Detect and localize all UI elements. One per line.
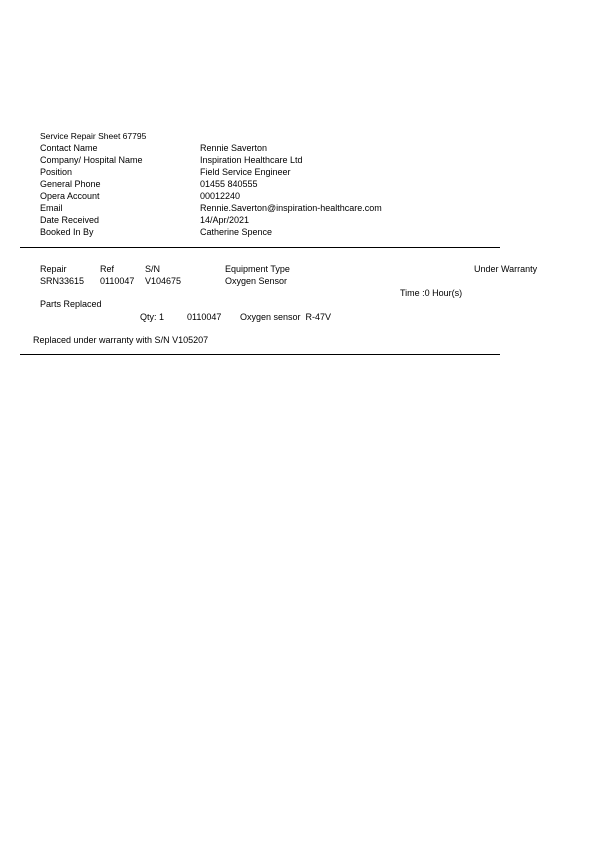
field-value-booked-in-by: Catherine Spence — [200, 227, 273, 237]
field-label-contact-name: Contact Name — [40, 143, 98, 153]
parts-replaced-label: Parts Replaced — [40, 299, 102, 309]
warranty-status: Under Warranty — [474, 264, 538, 274]
repair-number: SRN33615 — [40, 276, 85, 286]
repair-serial-number: V104675 — [145, 276, 182, 286]
field-value-contact-name: Rennie Saverton — [200, 143, 268, 153]
section-divider — [20, 247, 500, 248]
header-repair: Repair — [40, 264, 67, 274]
header-equipment-type: Equipment Type — [225, 264, 290, 274]
repair-ref: 0110047 — [100, 276, 135, 286]
section-divider-bottom — [20, 354, 500, 355]
field-label-position: Position — [40, 167, 73, 177]
part-description: Oxygen sensor R-47V — [240, 312, 332, 322]
field-label-company: Company/ Hospital Name — [40, 155, 143, 165]
header-ref: Ref — [100, 264, 115, 274]
field-value-opera-account: 00012240 — [200, 191, 241, 201]
field-value-email: Rennie.Saverton@inspiration-healthcare.com — [200, 203, 382, 213]
part-code: 0110047 — [187, 312, 222, 322]
part-quantity: Qty: 1 — [140, 312, 165, 322]
repair-time: Time :0 Hour(s) — [400, 288, 463, 298]
field-label-date-received: Date Received — [40, 215, 100, 225]
field-label-booked-in-by: Booked In By — [40, 227, 94, 237]
repair-equipment-type: Oxygen Sensor — [225, 276, 288, 286]
field-label-email: Email — [40, 203, 63, 213]
header-sn: S/N — [145, 264, 161, 274]
sheet-title: Service Repair Sheet 67795 — [40, 131, 147, 141]
field-value-company: Inspiration Healthcare Ltd — [200, 155, 303, 165]
field-value-date-received: 14/Apr/2021 — [200, 215, 250, 225]
repair-note: Replaced under warranty with S/N V105207 — [33, 335, 209, 345]
field-value-general-phone: 01455 840555 — [200, 179, 258, 189]
field-label-general-phone: General Phone — [40, 179, 101, 189]
field-value-position: Field Service Engineer — [200, 167, 291, 177]
field-label-opera-account: Opera Account — [40, 191, 100, 201]
